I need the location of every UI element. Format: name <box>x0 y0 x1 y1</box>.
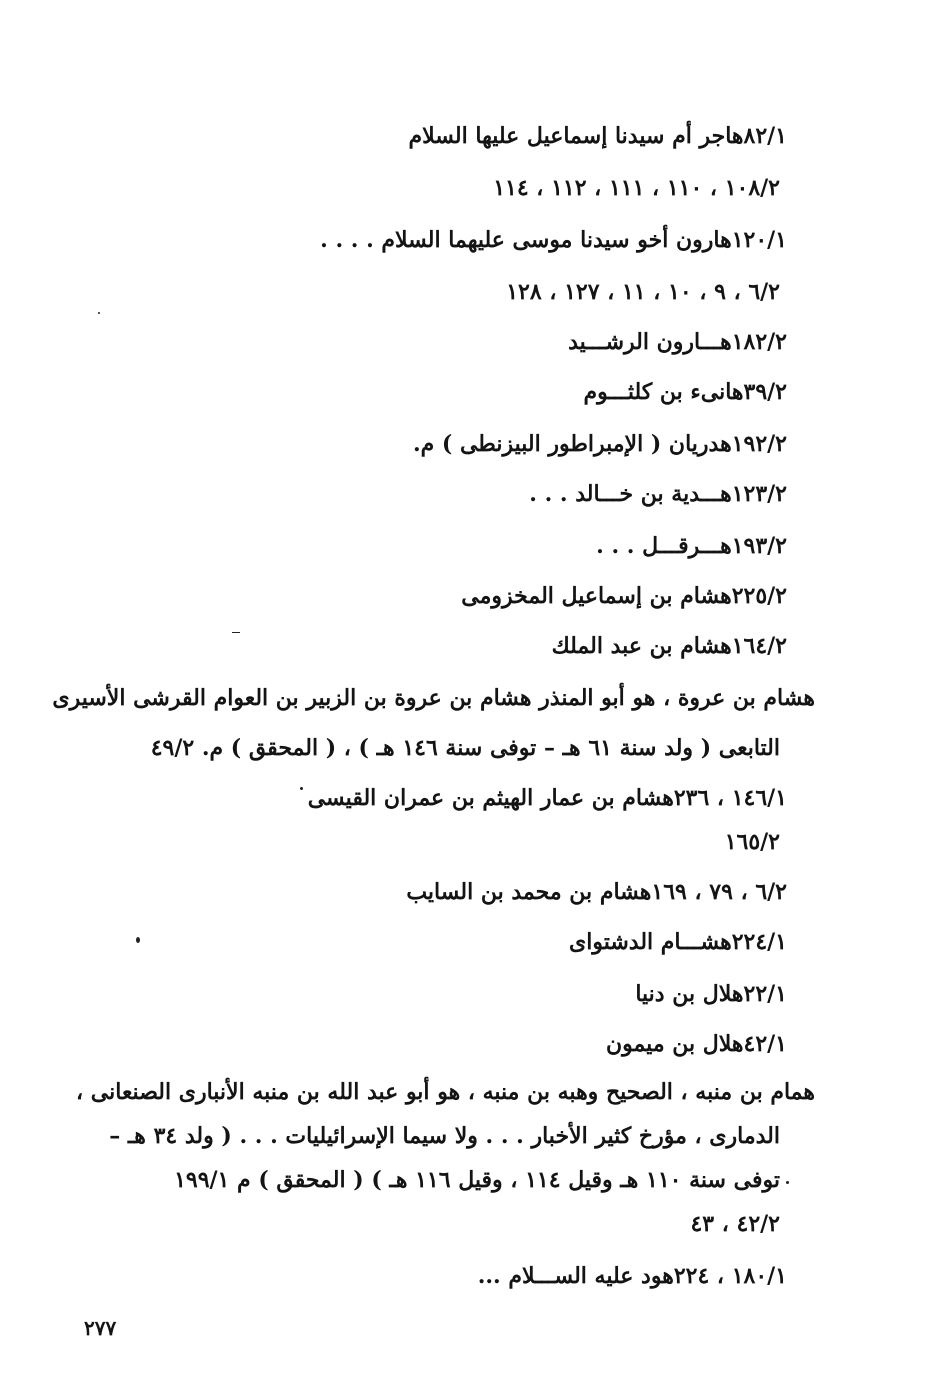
entry-page-ref: ٤٢/١ <box>743 1031 787 1057</box>
entry-name: هـــارون الرشـــيد <box>568 329 732 355</box>
entry-continuation: ٦/٢ ، ٩ ، ١٠ ، ١١ ، ١٢٧ ، ١٢٨ <box>506 279 780 305</box>
index-entry <box>76 1076 815 1108</box>
index-entry <box>529 478 815 510</box>
entry-page-ref: ٣٩/٢ <box>743 379 787 405</box>
index-entry <box>406 876 815 908</box>
entry-continuation: ٤٢/٢ ، ٤٣ <box>690 1211 780 1237</box>
entry-name: هشـــام الدشتواى <box>569 929 732 955</box>
entry-name: هشام بن إسماعيل المخزومى <box>461 583 732 609</box>
index-entry <box>635 978 815 1010</box>
entry-page-ref: ١٨٢/٢ <box>731 329 787 355</box>
index-entry <box>320 224 815 256</box>
scan-speck <box>136 937 140 943</box>
entry-continuation: التابعى ( ولد سنة ٦١ هـ – توفى سنة ١٤٦ هـ ) ، ( المحقق ) م. ٤٩/٢ <box>150 735 780 761</box>
entry-page-ref: ١٩٢/٢ <box>731 431 787 457</box>
index-entry <box>308 782 815 814</box>
entry-name: هانىء بن كلثـــوم <box>583 379 744 405</box>
entry-name: هلال بن دنيا <box>635 981 744 1007</box>
index-entry <box>413 428 815 460</box>
entry-page-ref: ٦/٢ ، ٧٩ ، ١٦٩ <box>651 879 787 905</box>
entry-name: هـــرقـــل . . . <box>596 533 732 559</box>
index-entry <box>568 326 815 358</box>
index-entry <box>584 376 816 408</box>
entry-page-ref: ٢٢٤/١ <box>731 929 787 955</box>
entry-name: هلال بن ميمون <box>605 1031 744 1057</box>
scan-speck <box>300 787 303 790</box>
index-entry <box>606 1028 815 1060</box>
scan-speck <box>98 312 100 314</box>
entry-name: هارون أخو سيدنا موسى عليهما السلام . . . . <box>320 227 732 253</box>
entry-name: هشام بن عروة ، هو أبو المنذر هشام بن عروة بن الزبير بن العوام القرشى الأسيرى <box>52 685 815 711</box>
entry-name: هود عليه الســـلام ... <box>477 1263 674 1289</box>
entry-name: هـــدية بن خـــالد . . . <box>529 481 732 507</box>
entry-name: هشام بن عبد الملك <box>551 633 732 659</box>
entry-name: هدريان ( الإمبراطور البيزنطى ) م. <box>412 431 732 457</box>
entry-continuation: الدمارى ، مؤرخ كثير الأخبار . . . ولا سيما الإسرائيليات . . . ( ولد ٣٤ هـ – <box>109 1123 780 1149</box>
entry-name: هاجر أم سيدنا إسماعيل عليها السلام <box>408 123 744 149</box>
entry-page-ref: ١٤٦/١ ، ٢٣٦ <box>673 785 787 811</box>
entry-page-ref: ١٦٤/٢ <box>731 633 787 659</box>
entry-page-ref: ١٨٠/١ ، ٢٢٤ <box>673 1263 787 1289</box>
entry-page-ref: ٢٢٥/٢ <box>731 583 787 609</box>
index-entry <box>569 926 815 958</box>
index-entry <box>461 580 815 612</box>
index-entry <box>52 682 815 714</box>
index-entry <box>478 1260 815 1292</box>
scan-speck <box>786 1181 789 1184</box>
entry-page-ref: ٢٢/١ <box>743 981 787 1007</box>
index-entry <box>596 530 815 562</box>
entry-name: هشام بن عمار الهيثم بن عمران القيسى <box>307 785 674 811</box>
entry-page-ref: ٨٢/١ <box>743 123 787 149</box>
entry-page-ref: ١٩٣/٢ <box>731 533 787 559</box>
page-number: ٢٧٧ <box>84 1316 117 1340</box>
scan-speck <box>232 632 240 633</box>
entry-continuation: ١٠٨/٢ ، ١١٠ ، ١١١ ، ١١٢ ، ١١٤ <box>493 175 780 201</box>
entry-continuation: توفى سنة ١١٠ هـ وقيل ١١٤ ، وقيل ١١٦ هـ ) ( المحقق ) م ١٩٩/١ <box>174 1167 780 1193</box>
index-entry <box>409 120 815 152</box>
entry-page-ref: ١٢٣/٢ <box>731 481 787 507</box>
entry-name: همام بن منبه ، الصحيح وهبه بن منبه ، هو أبو عبد الله بن منبه الأنبارى الصنعانى ، <box>76 1079 815 1105</box>
entry-continuation: ١٦٥/٢ <box>724 829 780 855</box>
index-entry <box>552 630 815 662</box>
entry-name: هشام بن محمد بن السايب <box>406 879 652 905</box>
entry-page-ref: ١٢٠/١ <box>731 227 787 253</box>
